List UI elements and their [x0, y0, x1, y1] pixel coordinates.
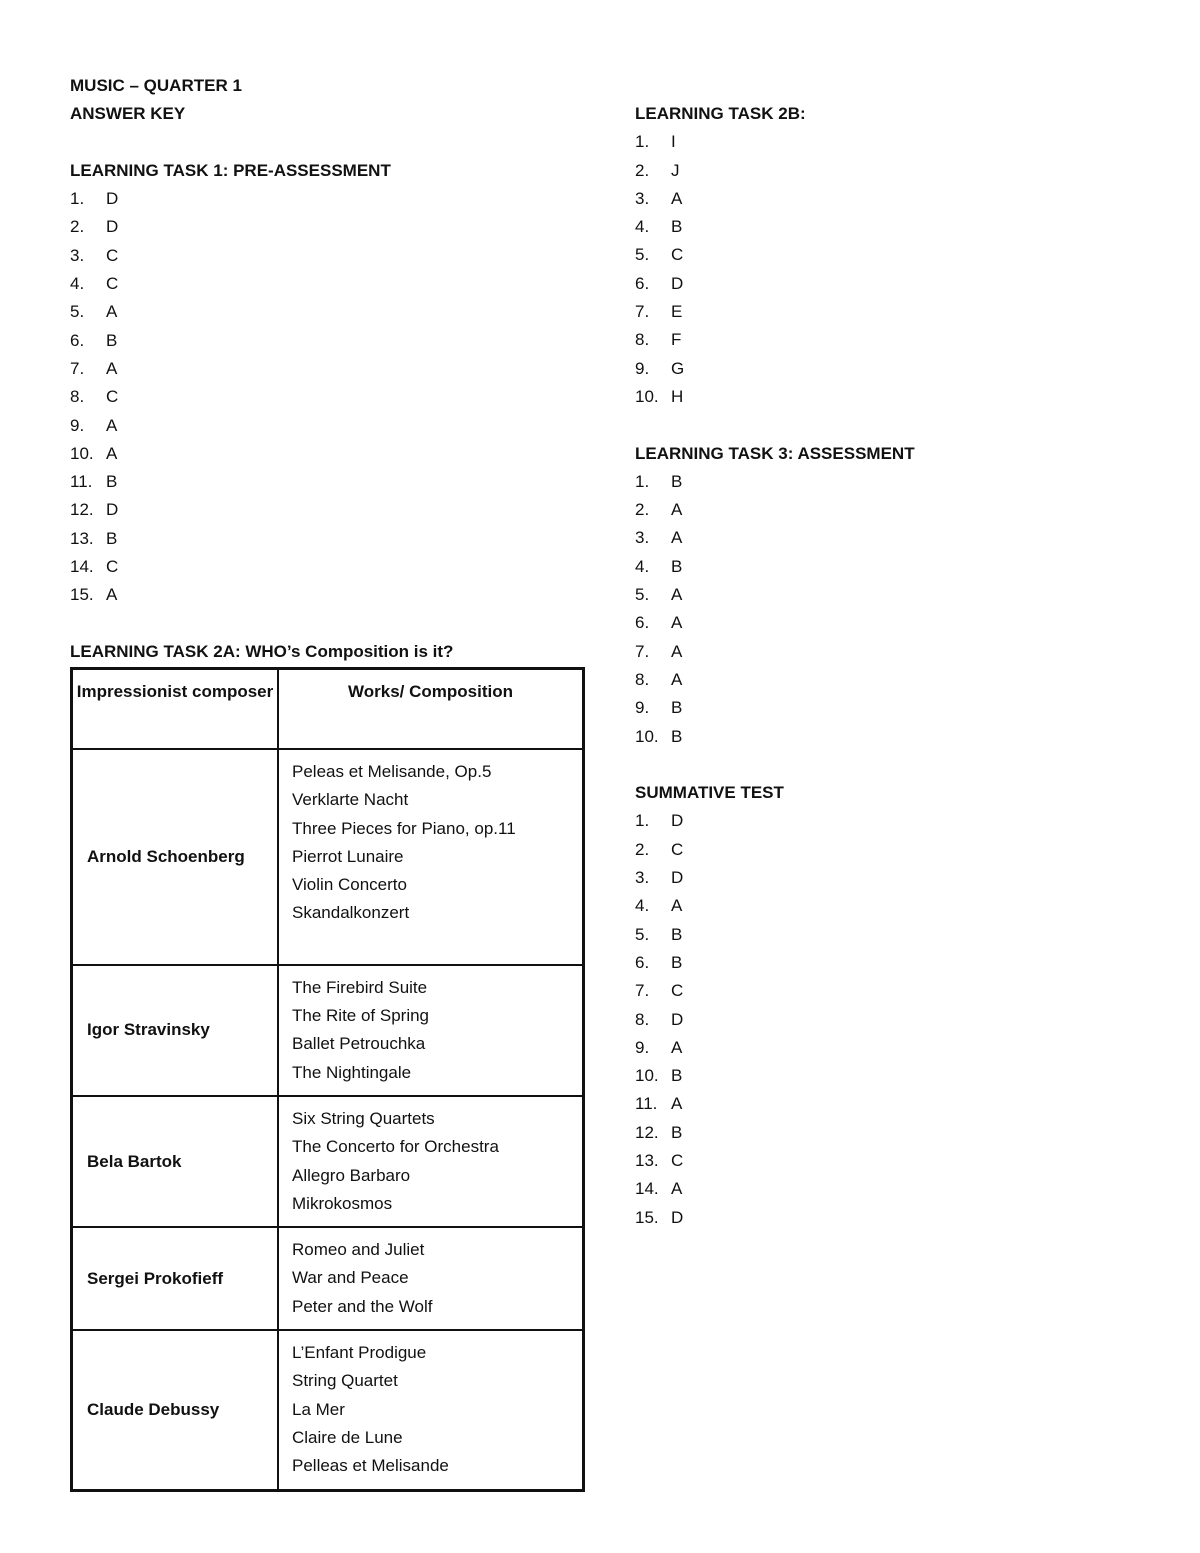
answer-number: 10. [635, 386, 659, 406]
answer-item [635, 1034, 1155, 1062]
answer-item [635, 326, 1155, 354]
answer-value: A [106, 585, 118, 605]
work-title: The Concerto for Orchestra [292, 1137, 499, 1157]
works-cell [278, 965, 584, 1096]
composer-cell: Bela Bartok [72, 1096, 279, 1227]
answer-number: 12. [70, 500, 94, 520]
table-header-row [72, 669, 584, 750]
work-title: Six String Quartets [292, 1108, 435, 1128]
document-title: MUSIC – QUARTER 1 [70, 76, 242, 95]
answer-item [70, 355, 590, 383]
answer-item [635, 383, 1155, 411]
answer-value: B [671, 924, 683, 944]
answer-value: B [671, 556, 683, 576]
answer-value: C [671, 245, 684, 265]
answer-item [635, 355, 1155, 383]
table-row [72, 1330, 584, 1490]
answer-item [70, 242, 590, 270]
answer-item [635, 213, 1155, 241]
answer-item [635, 185, 1155, 213]
answer-item [70, 468, 590, 496]
composer-cell: Sergei Prokofieff [72, 1227, 279, 1330]
answer-item [635, 496, 1155, 524]
work-title: The Firebird Suite [292, 977, 428, 997]
answer-value: A [106, 358, 118, 378]
answer-number: 11. [635, 1094, 658, 1114]
answer-value: B [671, 1066, 683, 1086]
work-title: War and Peace [292, 1268, 409, 1288]
answer-number: 8. [635, 669, 650, 689]
answer-item [635, 1147, 1155, 1175]
answer-value: A [671, 528, 683, 548]
answer-number: 14. [635, 1179, 659, 1199]
answer-value: C [671, 1150, 684, 1170]
answer-value: A [671, 500, 683, 520]
answer-item [635, 921, 1155, 949]
work-title: Pierrot Lunaire [292, 846, 404, 866]
document-subtitle: ANSWER KEY [70, 104, 186, 124]
answer-value: D [671, 1207, 684, 1227]
answer-item [635, 1204, 1155, 1232]
answer-item [635, 270, 1155, 298]
answer-number: 13. [635, 1150, 659, 1170]
answer-item [70, 496, 590, 524]
answer-value: A [106, 302, 118, 322]
answer-number: 15. [635, 1207, 659, 1227]
answer-number: 8. [635, 1009, 650, 1029]
answer-value: D [106, 217, 119, 237]
answer-number: 1. [635, 132, 650, 152]
answer-item [70, 270, 590, 298]
answer-number: 4. [635, 896, 650, 916]
table-row [72, 749, 584, 965]
answer-item [635, 1175, 1155, 1203]
answer-number: 5. [70, 302, 85, 322]
work-title: Claire de Lune [292, 1427, 403, 1447]
answer-item [70, 213, 590, 241]
answer-number: 7. [635, 302, 650, 322]
answer-value: E [671, 302, 683, 322]
summative-answer-list [635, 807, 1155, 1231]
answer-number: 3. [635, 868, 650, 888]
answer-item [70, 525, 590, 553]
answer-item [635, 1062, 1155, 1090]
work-title: Ballet Petrouchka [292, 1034, 426, 1054]
task3-answer-list [635, 468, 1155, 751]
answer-value: D [106, 500, 119, 520]
table-row [72, 1096, 584, 1227]
answer-value: B [671, 726, 683, 746]
works-cell [278, 1330, 584, 1490]
answer-number: 14. [70, 557, 94, 577]
answer-value: D [671, 273, 684, 293]
answer-number: 9. [70, 415, 85, 435]
work-title: Peleas et Melisande, Op.5 [292, 762, 492, 781]
answer-item [635, 723, 1155, 751]
works-cell [278, 1227, 584, 1330]
answer-value: A [671, 1094, 683, 1114]
answer-value: D [106, 189, 119, 209]
answer-number: 6. [635, 613, 650, 633]
answer-item [635, 666, 1155, 694]
work-title: Romeo and Juliet [292, 1240, 425, 1260]
answer-item [635, 524, 1155, 552]
answer-item [635, 1006, 1155, 1034]
answer-item [635, 1090, 1155, 1118]
answer-number: 15. [70, 585, 94, 605]
answer-number: 1. [70, 189, 85, 209]
answer-number: 10. [70, 443, 94, 463]
answer-item [635, 694, 1155, 722]
answer-value: J [671, 160, 680, 180]
work-title: String Quartet [292, 1371, 398, 1391]
task3-heading: LEARNING TASK 3: ASSESSMENT [635, 443, 915, 463]
answer-item [70, 553, 590, 581]
work-title: Verklarte Nacht [292, 790, 409, 810]
answer-number: 10. [635, 1066, 659, 1086]
answer-value: H [671, 386, 684, 406]
answer-item [635, 157, 1155, 185]
summative-heading: SUMMATIVE TEST [635, 783, 784, 803]
answer-value: A [671, 613, 683, 633]
work-title: La Mer [292, 1399, 345, 1419]
answer-item [635, 298, 1155, 326]
answer-item [70, 327, 590, 355]
answer-number: 12. [635, 1122, 659, 1142]
answer-value: A [671, 585, 683, 605]
composer-cell: Arnold Schoenberg [72, 749, 279, 965]
answer-number: 3. [70, 245, 85, 265]
answer-number: 9. [635, 358, 650, 378]
right-column [635, 100, 1155, 1232]
answer-item [635, 581, 1155, 609]
answer-value: B [671, 217, 683, 237]
answer-value: G [671, 358, 685, 378]
answer-value: F [671, 330, 682, 350]
column-header-composer: Impressionist composer [72, 669, 279, 750]
answer-item [635, 864, 1155, 892]
answer-number: 1. [635, 811, 650, 831]
answer-value: I [671, 132, 676, 152]
answer-number: 6. [70, 330, 85, 350]
composition-table [70, 667, 585, 1492]
answer-value: A [106, 443, 118, 463]
answer-value: A [671, 1179, 683, 1199]
answer-number: 11. [70, 472, 93, 492]
answer-value: A [671, 896, 683, 916]
work-title: The Rite of Spring [292, 1006, 430, 1026]
left-column [70, 72, 590, 666]
answer-item [635, 836, 1155, 864]
task2b-heading: LEARNING TASK 2B: [635, 104, 806, 123]
answer-number: 8. [635, 330, 650, 350]
answer-value: D [671, 811, 684, 831]
answer-value: C [671, 839, 684, 859]
answer-number: 5. [635, 245, 650, 265]
answer-number: 9. [635, 698, 650, 718]
answer-number: 7. [70, 358, 85, 378]
answer-value: B [671, 471, 683, 491]
answer-item [70, 581, 590, 609]
answer-value: B [671, 952, 683, 972]
work-title: The Nightingale [292, 1062, 412, 1082]
answer-number: 1. [635, 471, 650, 491]
answer-number: 2. [635, 500, 650, 520]
answer-item [635, 807, 1155, 835]
answer-item [635, 638, 1155, 666]
answer-item [635, 241, 1155, 269]
answer-number: 4. [635, 556, 650, 576]
work-title: Violin Concerto [292, 875, 407, 895]
answer-value: C [106, 245, 119, 265]
answer-number: 6. [635, 952, 650, 972]
answer-item [70, 383, 590, 411]
works-cell [278, 1096, 584, 1227]
answer-value: A [671, 641, 683, 661]
answer-item [635, 553, 1155, 581]
answer-item [70, 185, 590, 213]
answer-number: 13. [70, 528, 94, 548]
answer-number: 5. [635, 924, 650, 944]
answer-value: D [671, 1009, 684, 1029]
answer-number: 7. [635, 641, 650, 661]
answer-number: 7. [635, 981, 650, 1001]
answer-number: 3. [635, 188, 650, 208]
task1-answer-list [70, 185, 590, 609]
answer-value: C [106, 557, 119, 577]
work-title: Three Pieces for Piano, op.11 [292, 818, 516, 838]
answer-item [635, 609, 1155, 637]
work-title: Mikrokosmos [292, 1193, 393, 1213]
task2a-heading: LEARNING TASK 2A: WHO’s Composition is it? [70, 641, 454, 661]
answer-number: 2. [70, 217, 85, 237]
answer-value: A [671, 1037, 683, 1057]
answer-value: A [106, 415, 118, 435]
work-title: L’Enfant Prodigue [292, 1343, 427, 1363]
column-header-works: Works/ Composition [278, 669, 584, 750]
task1-heading: LEARNING TASK 1: PRE-ASSESSMENT [70, 160, 391, 180]
answer-number: 2. [635, 839, 650, 859]
answer-value: C [106, 387, 119, 407]
answer-number: 4. [70, 274, 85, 294]
answer-value: C [671, 981, 684, 1001]
answer-item [635, 892, 1155, 920]
answer-number: 8. [70, 387, 85, 407]
answer-value: A [671, 188, 683, 208]
answer-number: 3. [635, 528, 650, 548]
answer-value: A [671, 669, 683, 689]
answer-item [70, 298, 590, 326]
works-cell [278, 749, 584, 965]
answer-number: 2. [635, 160, 650, 180]
answer-number: 10. [635, 726, 659, 746]
answer-item [70, 440, 590, 468]
answer-number: 6. [635, 273, 650, 293]
answer-value: B [106, 472, 118, 492]
composer-cell: Igor Stravinsky [72, 965, 279, 1096]
composer-cell: Claude Debussy [72, 1330, 279, 1490]
answer-item [635, 977, 1155, 1005]
answer-value: D [671, 868, 684, 888]
answer-item [635, 468, 1155, 496]
task2b-answer-list [635, 128, 1155, 411]
answer-number: 4. [635, 217, 650, 237]
answer-item [635, 1119, 1155, 1147]
table-row [72, 965, 584, 1096]
answer-item [635, 128, 1155, 156]
work-title: Peter and the Wolf [292, 1296, 433, 1316]
answer-value: B [671, 698, 683, 718]
answer-item [70, 412, 590, 440]
answer-value: B [671, 1122, 683, 1142]
answer-value: B [106, 528, 118, 548]
answer-item [635, 949, 1155, 977]
answer-value: B [106, 330, 118, 350]
table-row [72, 1227, 584, 1330]
answer-number: 5. [635, 585, 650, 605]
work-title: Pelleas et Melisande [292, 1456, 449, 1476]
work-title: Allegro Barbaro [292, 1165, 411, 1185]
work-title: Skandalkonzert [292, 903, 410, 923]
answer-value: C [106, 274, 119, 294]
answer-number: 9. [635, 1037, 650, 1057]
